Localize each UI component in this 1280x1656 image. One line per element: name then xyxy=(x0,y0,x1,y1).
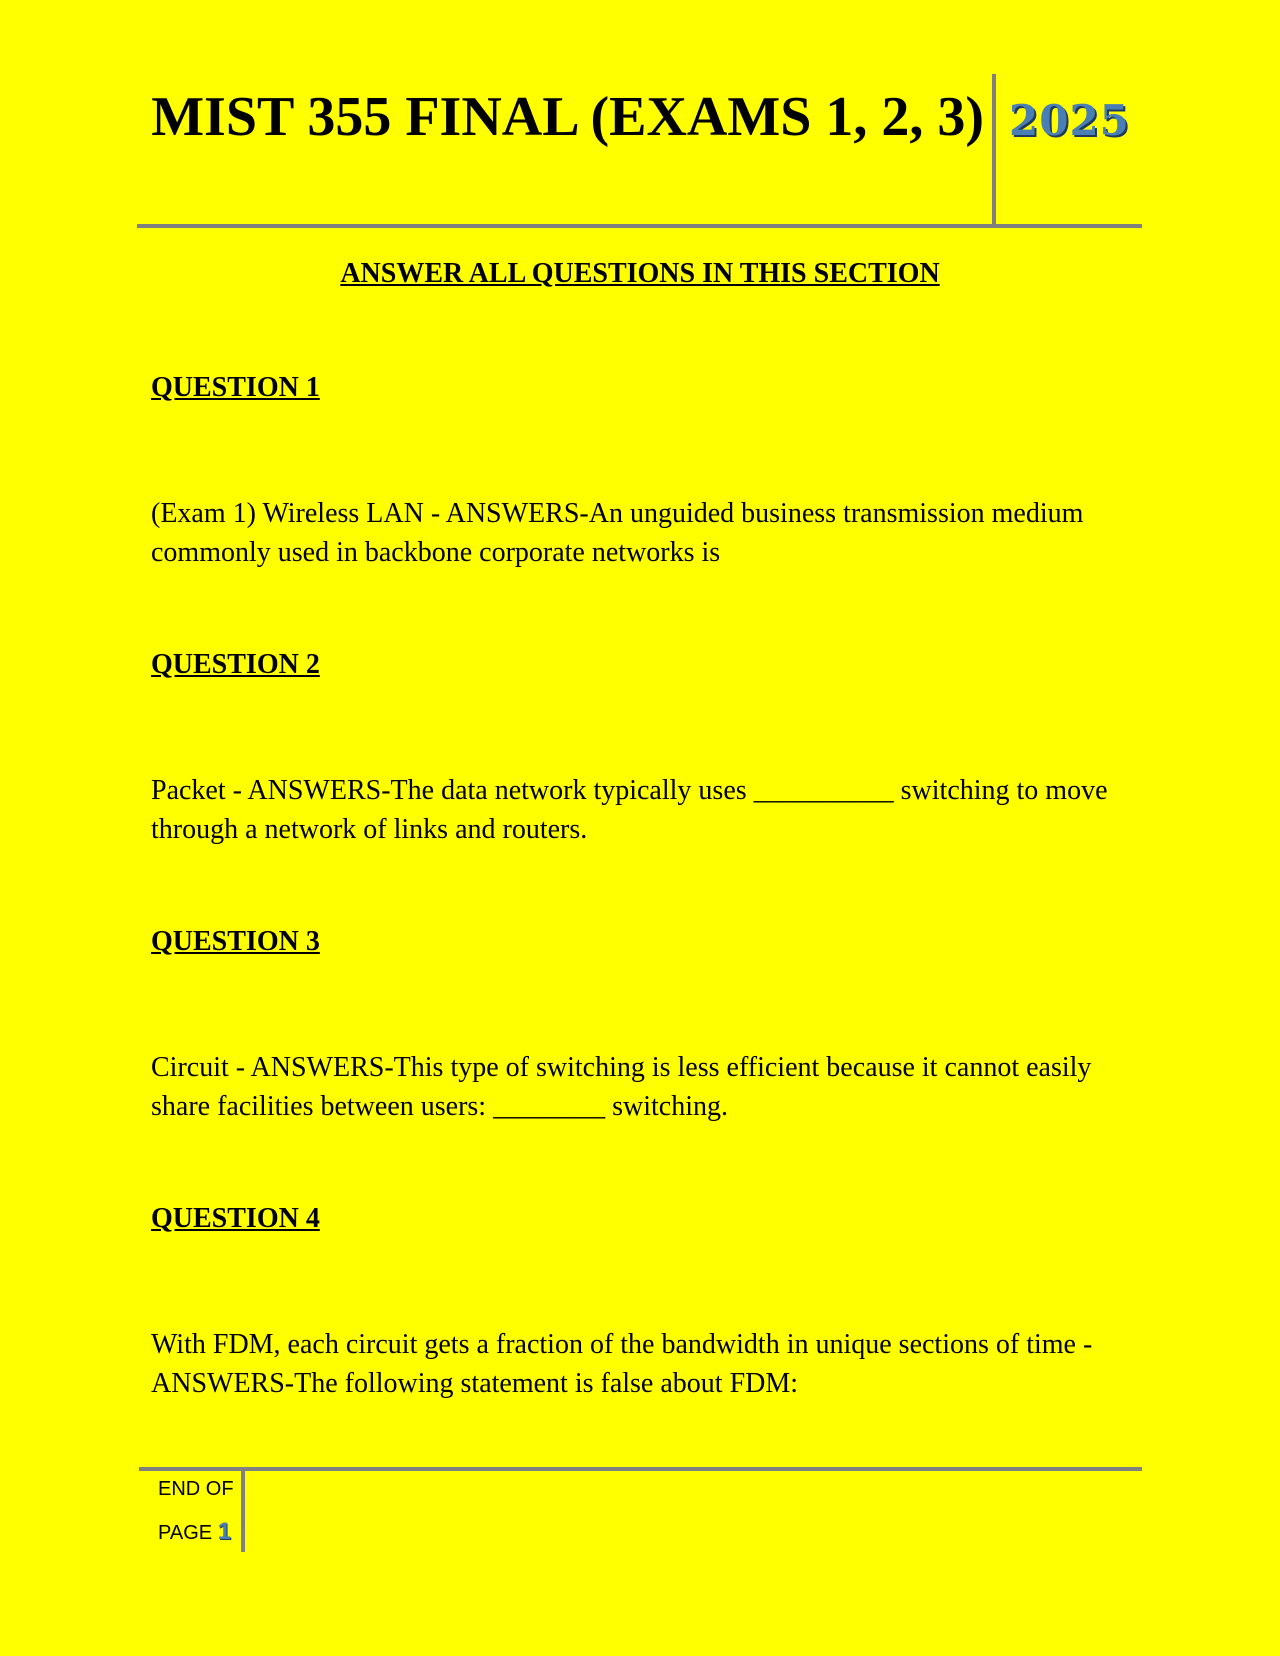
question-1-text: (Exam 1) Wireless LAN - ANSWERS-An unguided business transmission medium commonly used in backbone corporate networks is xyxy=(151,498,1084,568)
question-4-heading: QUESTION 4 xyxy=(151,1203,320,1234)
footer-divider xyxy=(241,1471,245,1552)
question-1-heading: QUESTION 1 xyxy=(151,372,320,403)
footer-end-of: END OF xyxy=(158,1478,234,1500)
header-rule xyxy=(137,224,1142,228)
question-3-text: Circuit - ANSWERS-This type of switching is less efficient because it cannot easily share facilities between users: ________ switching. xyxy=(151,1052,1092,1122)
footer-page-number: 1 xyxy=(217,1518,232,1545)
question-2-text: Packet - ANSWERS-The data network typically uses __________ switching to move through a network of links and routers. xyxy=(151,775,1108,845)
section-heading: ANSWER ALL QUESTIONS IN THIS SECTION xyxy=(340,258,940,289)
question-4-text: With FDM, each circuit gets a fraction of the bandwidth in unique sections of time - ANSWERS-The following statement is false about FDM: xyxy=(151,1329,1093,1399)
header-year: 2025 xyxy=(1009,96,1130,145)
document-title: MIST 355 FINAL (EXAMS 1, 2, 3) xyxy=(151,86,984,148)
question-2-heading: QUESTION 2 xyxy=(151,649,320,680)
footer-page-word: PAGE xyxy=(158,1522,213,1544)
page-header xyxy=(137,74,1142,226)
question-3-heading: QUESTION 3 xyxy=(151,926,320,957)
header-divider xyxy=(992,74,996,226)
footer-rule xyxy=(139,1467,1142,1471)
footer-page-label xyxy=(158,1518,231,1546)
